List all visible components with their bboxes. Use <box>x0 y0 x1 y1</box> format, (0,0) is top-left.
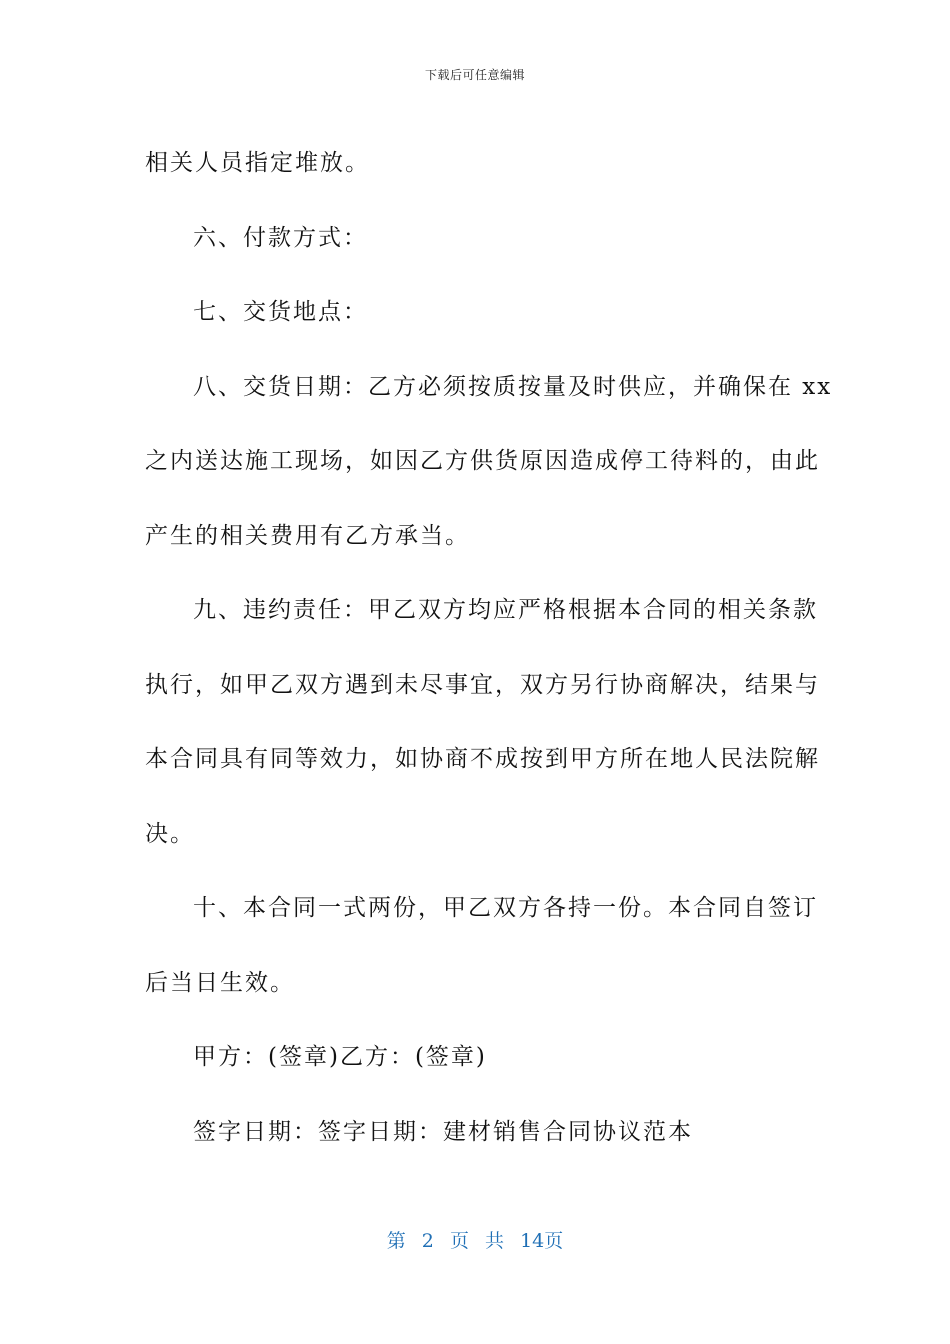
section-heading-payment: 六、付款方式： <box>193 224 368 251</box>
document-body <box>145 126 833 1169</box>
section-heading-delivery-location: 七、交货地点： <box>193 299 368 325</box>
section-copies: 十、本合同一式两份，甲乙双方各持一份。本合同自签订 <box>193 895 818 921</box>
total-pages: 14页 <box>520 1230 564 1252</box>
paragraph-line: 之内送达施工现场，如因乙方供货原因造成停工待料的，由此 <box>145 448 820 474</box>
paragraph-line: 本合同具有同等效力，如协商不成按到甲方所在地人民法院解 <box>145 746 820 772</box>
paragraph-line: 产生的相关费用有乙方承当。 <box>145 522 470 549</box>
page-number: 2 <box>421 1230 434 1252</box>
signature-parties: 甲方：(签章)乙方：(签章) <box>193 1044 487 1070</box>
page-header: 下载后可任意编辑 <box>424 68 525 82</box>
paragraph-line: 后当日生效。 <box>145 969 295 996</box>
total-label: 共 <box>485 1230 505 1252</box>
page-footer <box>0 1226 950 1253</box>
paragraph-line: 执行，如甲乙双方遇到未尽事宜，双方另行协商解决，结果与 <box>145 671 820 698</box>
page-label-prefix: 第 <box>386 1230 406 1252</box>
section-delivery-date: 八、交货日期：乙方必须按质按量及时供应，并确保在 xx <box>193 373 833 400</box>
page-label-mid: 页 <box>449 1230 469 1252</box>
signature-date: 签字日期：签字日期：建材销售合同协议范本 <box>193 1118 693 1145</box>
section-breach-liability: 九、违约责任：甲乙双方均应严格根据本合同的相关条款 <box>193 597 818 623</box>
paragraph-line: 相关人员指定堆放。 <box>145 150 370 176</box>
paragraph-line: 决。 <box>145 820 195 847</box>
